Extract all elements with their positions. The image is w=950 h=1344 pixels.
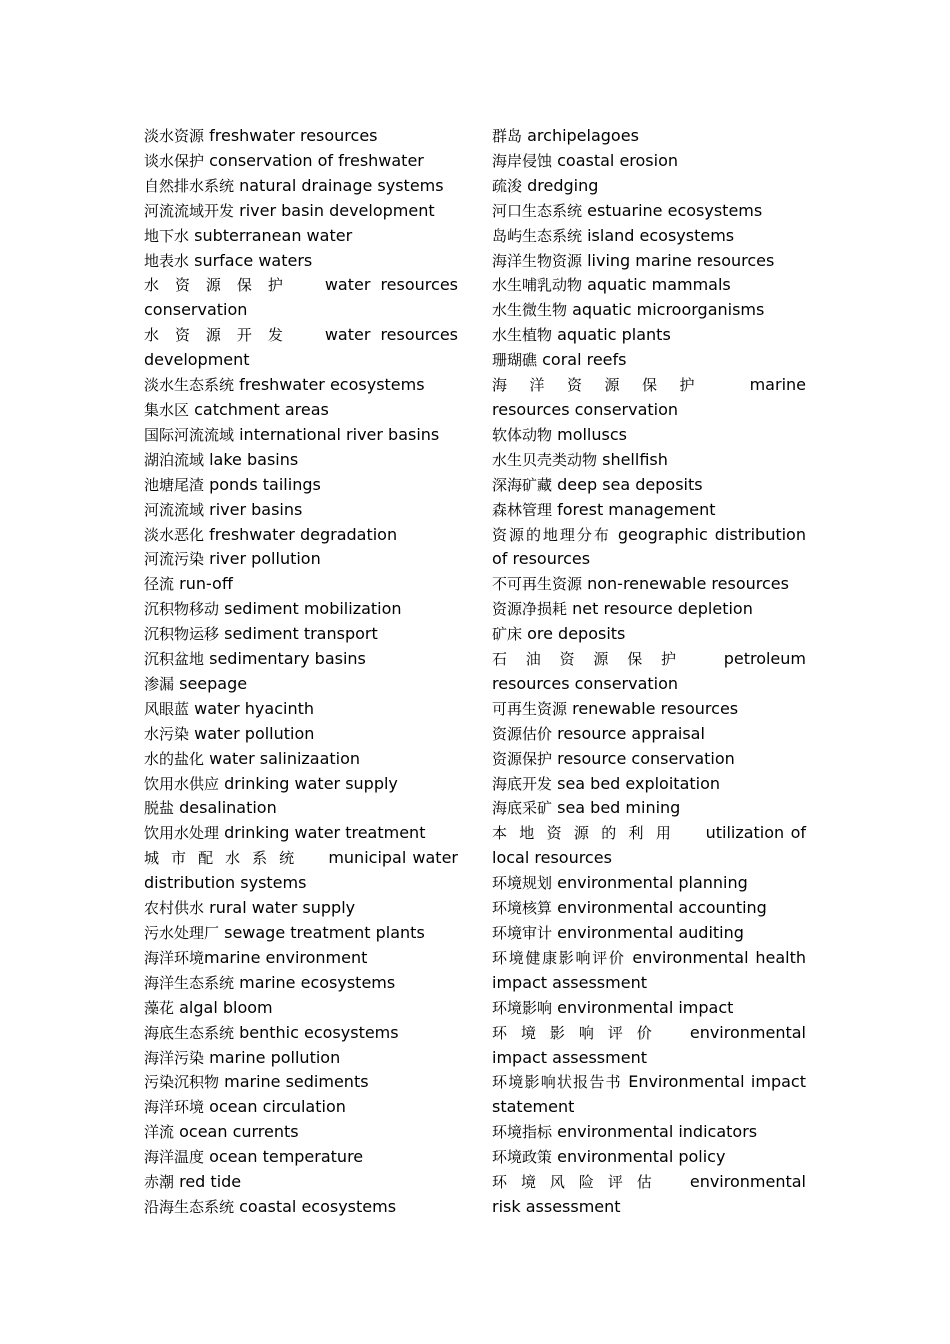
glossary-entry: [492, 298, 806, 323]
chinese-term: 海洋污染: [144, 1048, 205, 1067]
glossary-entry: [144, 398, 458, 423]
glossary-entry: [492, 498, 806, 523]
chinese-term: 污水处理厂: [144, 924, 220, 942]
english-term: environmental policy: [557, 1147, 726, 1167]
chinese-term: 沉积物运移: [144, 625, 220, 644]
english-term: natural drainage systems: [239, 175, 444, 195]
chinese-term: 石油资源保护: [492, 650, 695, 669]
chinese-term: 岛屿生态系统: [492, 226, 583, 245]
glossary-entry: [144, 647, 458, 672]
english-term: conservation of freshwater: [209, 150, 424, 170]
glossary-entry: [492, 523, 806, 573]
chinese-term: 赤潮: [144, 1173, 175, 1192]
chinese-term: 脱盐: [144, 799, 175, 818]
chinese-term: 海洋环境: [144, 948, 205, 967]
glossary-entry: [492, 1070, 806, 1120]
english-term: forest management: [557, 499, 716, 519]
english-term: renewable resources: [572, 698, 739, 718]
chinese-term: 农村供水: [144, 899, 205, 918]
english-term: water hyacinth: [194, 698, 314, 718]
chinese-term: 沉积盆地: [144, 650, 205, 669]
glossary-entry: [492, 597, 806, 622]
glossary-entry: [144, 622, 458, 647]
glossary-entry: [144, 796, 458, 821]
glossary-entry: [144, 1095, 458, 1120]
chinese-term: 海岸侵蚀: [492, 151, 553, 170]
english-term: rural water supply: [209, 898, 356, 918]
glossary-entry: [144, 1195, 458, 1220]
glossary-entry: [144, 821, 458, 846]
chinese-term: 水的盐化: [144, 749, 205, 768]
glossary-entry: [144, 199, 458, 224]
chinese-term: 珊瑚礁: [492, 351, 538, 370]
chinese-term: 风眼蓝: [144, 699, 190, 718]
english-term: freshwater resources: [209, 126, 378, 145]
chinese-term: 海底生态系统: [144, 1023, 235, 1042]
glossary-entry: [144, 722, 458, 747]
english-term: river basin development: [239, 200, 435, 220]
chinese-term: 海底开发: [492, 774, 553, 793]
english-term: ponds tailings: [209, 474, 321, 494]
glossary-entry: [492, 323, 806, 348]
english-term: estuarine ecosystems: [587, 200, 763, 220]
left-glossary-column: [144, 124, 458, 1220]
glossary-entry: [492, 1120, 806, 1145]
english-term: molluscs: [557, 424, 627, 444]
glossary-entry: [144, 149, 458, 174]
chinese-term: 群岛: [492, 127, 523, 145]
glossary-entry: [144, 747, 458, 772]
chinese-term: 环境影响状报告书: [492, 1073, 622, 1092]
glossary-entry: [492, 747, 806, 772]
chinese-term: 资源净损耗: [492, 600, 568, 619]
chinese-term: 环境规划: [492, 874, 553, 893]
english-term: freshwater ecosystems: [239, 375, 425, 395]
english-term: Environmental impact statement: [492, 1072, 806, 1117]
glossary-entry: [144, 1070, 458, 1095]
english-term: environmental impact: [557, 997, 734, 1017]
glossary-entry: [144, 473, 458, 498]
english-term: coastal erosion: [557, 150, 679, 170]
english-term: marine environment: [204, 947, 368, 967]
glossary-entry: [144, 921, 458, 946]
glossary-entry: [492, 796, 806, 821]
english-term: subterranean water: [194, 225, 353, 245]
glossary-entry: [492, 622, 806, 647]
english-term: aquatic plants: [557, 325, 671, 345]
english-term: deep sea deposits: [557, 474, 703, 494]
chinese-term: 深海矿藏: [492, 475, 553, 494]
english-term: net resource depletion: [572, 599, 753, 619]
english-term: red tide: [179, 1172, 242, 1192]
chinese-term: 沿海生态系统: [144, 1197, 235, 1216]
chinese-term: 河流流域: [144, 500, 205, 519]
english-term: drinking water supply: [224, 773, 398, 793]
chinese-term: 河流流域开发: [144, 201, 235, 220]
glossary-entry: [492, 473, 806, 498]
glossary-entry: [144, 249, 458, 274]
glossary-entry: [492, 249, 806, 274]
glossary-entry: [492, 572, 806, 597]
english-term: non-renewable resources: [587, 574, 789, 594]
english-term: municipal water distribution systems: [144, 848, 458, 893]
chinese-term: 地下水: [144, 226, 190, 245]
chinese-term: 自然排水系统: [144, 176, 235, 195]
chinese-term: 矿床: [492, 625, 523, 644]
chinese-term: 水生植物: [492, 326, 553, 345]
glossary-entry: [144, 896, 458, 921]
glossary-entry: [144, 1046, 458, 1071]
english-term: marine resources conservation: [492, 375, 806, 419]
chinese-term: 海底采矿: [492, 799, 553, 818]
english-term: environmental risk assessment: [492, 1172, 806, 1216]
glossary-entry: [492, 149, 806, 174]
english-term: coral reefs: [542, 350, 627, 370]
chinese-term: 不可再生资源: [492, 575, 583, 594]
glossary-entry: [144, 697, 458, 722]
glossary-entry: [492, 996, 806, 1021]
glossary-entry: [492, 124, 806, 149]
chinese-term: 海洋资源保护: [492, 376, 717, 395]
english-term: ocean circulation: [209, 1097, 346, 1117]
english-term: coastal ecosystems: [239, 1196, 397, 1216]
glossary-entry: [492, 423, 806, 448]
english-term: shellfish: [602, 449, 668, 469]
glossary-entry: [492, 373, 806, 423]
chinese-term: 淡水恶化: [144, 525, 205, 544]
english-term: lake basins: [209, 449, 299, 469]
chinese-term: 水生贝壳类动物: [492, 450, 598, 469]
glossary-entry: [144, 373, 458, 398]
chinese-term: 饮用水处理: [144, 824, 220, 843]
english-term: island ecosystems: [587, 225, 735, 245]
chinese-term: 环境指标: [492, 1123, 553, 1142]
chinese-term: 藻花: [144, 998, 175, 1017]
english-term: petroleum resources conservation: [492, 649, 806, 693]
english-term: archipelagoes: [527, 126, 639, 145]
chinese-term: 水污染: [144, 724, 190, 743]
english-term: environmental accounting: [557, 898, 767, 918]
glossary-entry: [144, 846, 458, 896]
glossary-entry: [144, 1145, 458, 1170]
chinese-term: 本地资源的利用: [492, 824, 684, 843]
chinese-term: 水生哺乳动物: [492, 276, 583, 295]
chinese-term: 环境风险评估: [492, 1173, 666, 1192]
english-term: resource conservation: [557, 748, 735, 768]
glossary-entry: [144, 1120, 458, 1145]
chinese-term: 淡水生态系统: [144, 376, 235, 395]
chinese-term: 污染沉积物: [144, 1073, 220, 1092]
english-term: benthic ecosystems: [239, 1022, 399, 1042]
glossary-entry: [492, 174, 806, 199]
glossary-entry: [492, 348, 806, 373]
chinese-term: 环境核算: [492, 899, 553, 918]
glossary-entry: [492, 199, 806, 224]
chinese-term: 沉积物移动: [144, 600, 220, 619]
chinese-term: 环境影响评价: [492, 1023, 666, 1042]
chinese-term: 池塘尾渣: [144, 475, 205, 494]
english-term: environmental impact assessment: [492, 1022, 806, 1067]
english-term: environmental auditing: [557, 923, 744, 942]
glossary-entry: [144, 224, 458, 249]
english-term: resource appraisal: [557, 723, 705, 743]
english-term: marine pollution: [209, 1047, 341, 1067]
chinese-term: 水资源保护: [144, 276, 299, 295]
glossary-entry: [492, 224, 806, 249]
glossary-entry: [144, 523, 458, 548]
glossary-entry: [144, 597, 458, 622]
english-term: catchment areas: [194, 399, 329, 419]
glossary-entry: [492, 772, 806, 797]
chinese-term: 海洋环境: [144, 1098, 205, 1117]
glossary-entry: [144, 946, 458, 971]
chinese-term: 环境审计: [492, 924, 553, 942]
chinese-term: 谈水保护: [144, 151, 205, 170]
english-term: marine sediments: [224, 1072, 369, 1092]
glossary-entry: [144, 498, 458, 523]
chinese-term: 国际河流流域: [144, 425, 235, 444]
english-term: sea bed exploitation: [557, 773, 721, 793]
chinese-term: 环境健康影响评价: [492, 948, 626, 967]
chinese-term: 饮用水供应: [144, 774, 220, 793]
english-term: seepage: [179, 673, 248, 693]
chinese-term: 环境影响: [492, 998, 553, 1017]
chinese-term: 城市配水系统: [144, 849, 307, 868]
glossary-entry: [492, 821, 806, 871]
english-term: living marine resources: [587, 250, 775, 270]
chinese-term: 软体动物: [492, 425, 553, 444]
glossary-entry: [144, 672, 458, 697]
english-term: international river basins: [239, 424, 440, 444]
english-term: water salinizaation: [209, 748, 361, 768]
glossary-entry: [492, 697, 806, 722]
english-term: aquatic mammals: [587, 275, 731, 295]
english-term: aquatic microorganisms: [572, 300, 765, 320]
chinese-term: 集水区: [144, 400, 190, 419]
chinese-term: 海洋生物资源: [492, 251, 583, 270]
english-term: ocean currents: [179, 1122, 299, 1142]
english-term: ocean temperature: [209, 1147, 364, 1167]
glossary-entry: [144, 273, 458, 323]
glossary-entry: [492, 871, 806, 896]
glossary-entry: [144, 174, 458, 199]
english-term: sediment transport: [224, 624, 378, 644]
chinese-term: 海洋生态系统: [144, 973, 235, 992]
chinese-term: 资源保护: [492, 749, 553, 768]
english-term: sea bed mining: [557, 798, 681, 818]
english-term: river pollution: [209, 549, 321, 569]
glossary-entry: [144, 448, 458, 473]
glossary-entry: [492, 448, 806, 473]
chinese-term: 资源的地理分布: [492, 525, 611, 544]
chinese-term: 地表水: [144, 251, 190, 270]
english-term: geographic distribution of resources: [492, 524, 806, 569]
glossary-entry: [492, 1145, 806, 1170]
english-term: river basins: [209, 499, 303, 519]
glossary-entry: [492, 273, 806, 298]
glossary-entry: [144, 423, 458, 448]
glossary-entry: [144, 1170, 458, 1195]
chinese-term: 可再生资源: [492, 699, 568, 718]
right-glossary-column: [492, 124, 806, 1220]
english-term: environmental planning: [557, 873, 748, 893]
chinese-term: 疏浚: [492, 176, 523, 195]
english-term: dredging: [527, 175, 599, 195]
glossary-entry: [144, 971, 458, 996]
english-term: sediment mobilization: [224, 599, 402, 619]
english-term: water pollution: [194, 723, 315, 743]
glossary-entry: [492, 921, 806, 946]
english-term: run-off: [179, 574, 233, 594]
english-term: drinking water treatment: [224, 823, 426, 843]
chinese-term: 水生微生物: [492, 301, 568, 320]
chinese-term: 渗漏: [144, 674, 175, 693]
glossary-entry: [492, 946, 806, 996]
english-term: algal bloom: [179, 997, 273, 1017]
glossary-entry: [144, 547, 458, 572]
glossary-entry: [144, 124, 458, 149]
glossary-entry: [144, 772, 458, 797]
glossary-entry: [144, 572, 458, 597]
glossary-entry: [144, 996, 458, 1021]
chinese-term: 资源估价: [492, 724, 553, 743]
english-term: sewage treatment plants: [224, 923, 425, 942]
chinese-term: 森林管理: [492, 500, 553, 519]
chinese-term: 河口生态系统: [492, 201, 583, 220]
chinese-term: 海洋温度: [144, 1148, 205, 1167]
english-term: surface waters: [194, 250, 313, 270]
glossary-entry: [492, 647, 806, 697]
glossary-entry: [492, 896, 806, 921]
glossary-entry: [144, 323, 458, 373]
english-term: sedimentary basins: [209, 649, 366, 669]
english-term: freshwater degradation: [209, 524, 398, 544]
chinese-term: 水资源开发: [144, 326, 299, 345]
english-term: ore deposits: [527, 624, 626, 644]
english-term: environmental indicators: [557, 1122, 758, 1142]
english-term: water resources conservation: [144, 275, 458, 320]
chinese-term: 河流污染: [144, 550, 205, 569]
english-term: water resources development: [144, 325, 458, 370]
english-term: environmental health impact assessment: [492, 947, 806, 992]
chinese-term: 湖泊流域: [144, 450, 205, 469]
chinese-term: 环境政策: [492, 1148, 553, 1167]
chinese-term: 淡水资源: [144, 127, 205, 145]
english-term: marine ecosystems: [239, 972, 396, 992]
glossary-entry: [492, 722, 806, 747]
glossary-entry: [492, 1021, 806, 1071]
glossary-entry: [144, 1021, 458, 1046]
chinese-term: 径流: [144, 575, 175, 594]
chinese-term: 洋流: [144, 1123, 175, 1142]
glossary-entry: [492, 1170, 806, 1220]
english-term: utilization of local resources: [492, 823, 806, 868]
english-term: desalination: [179, 798, 277, 818]
